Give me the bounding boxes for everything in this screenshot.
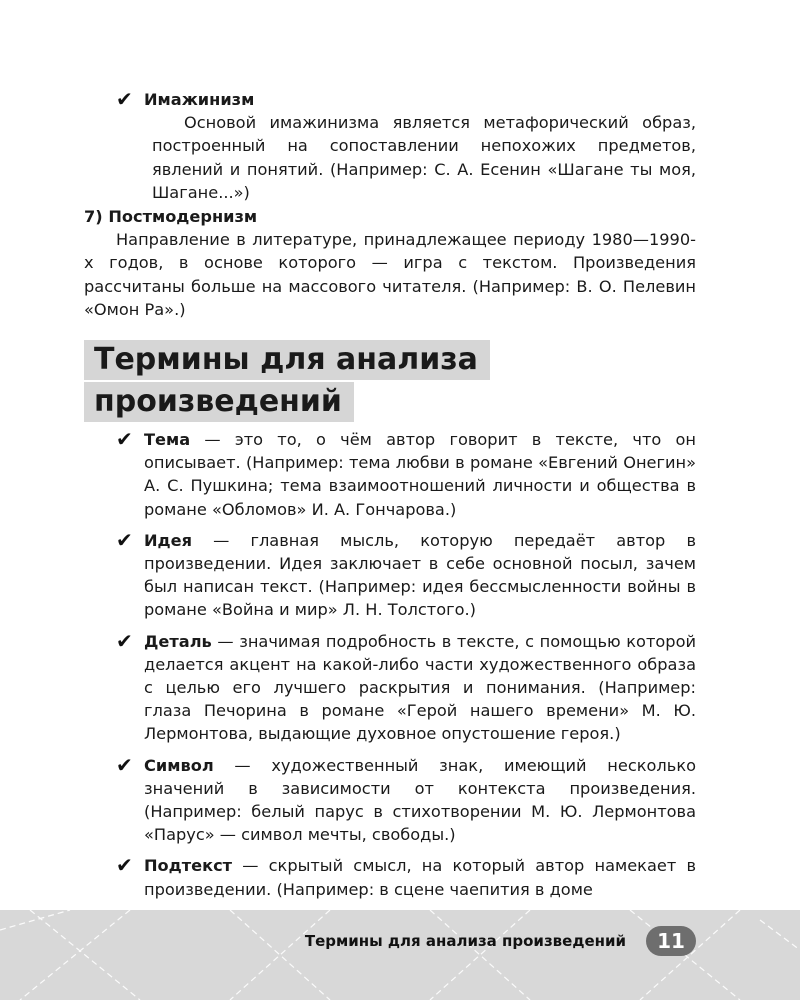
term-text xyxy=(144,428,696,521)
term-name: Идея xyxy=(144,530,192,550)
term-text xyxy=(144,529,696,622)
term-item xyxy=(116,854,696,900)
checkmark-icon: ✔ xyxy=(116,752,133,777)
page-footer xyxy=(0,910,800,1000)
checkmark-icon: ✔ xyxy=(116,853,133,878)
term-name: Подтекст xyxy=(144,856,233,876)
term-title: Имажинизм xyxy=(144,90,255,109)
term-item xyxy=(116,428,696,521)
term-item xyxy=(116,630,696,746)
term-name: Деталь xyxy=(144,631,212,651)
term-postmodernism xyxy=(84,205,696,321)
term-text xyxy=(144,754,696,847)
term-name: Тема xyxy=(144,430,191,449)
term-description: Основой имажинизма является метафорический образ, построенный на сопоставлении непохожих предметов, явлений и понятий. (Например: С. А. Есенин «Шагане ты моя, Шагане...») xyxy=(152,113,696,202)
item-number: 7) xyxy=(84,207,103,226)
term-description: Направление в литературе, принадлежащее периоду 1980—1990-х годов, в основе которого — игра с текстом. Произведения рассчитаны больше на массового читателя. (Например: В. О. Пелевин «Омон Ра».) xyxy=(84,230,696,319)
term-definition: — главная мысль, которую передаёт автор в произведении. Идея заключает в себе основной посыл, зачем был написан текст. (Например: идея бессмысленности войны в романе «Война и мир» Л. Н. Толстого.) xyxy=(144,530,696,620)
term-item xyxy=(116,754,696,847)
running-footer-title: Термины для анализа произведений xyxy=(304,932,626,950)
checkmark-icon: ✔ xyxy=(116,87,133,111)
term-name: Символ xyxy=(144,755,214,775)
term-title: Постмодернизм xyxy=(108,207,258,226)
checkmark-icon: ✔ xyxy=(116,527,133,552)
heading-line-1: Термины для анализа xyxy=(84,340,490,380)
numbered-title xyxy=(84,205,696,228)
term-text xyxy=(144,854,696,900)
term-definition: — художественный знак, имеющий несколько значений в зависимости от контекста произведения. (Например: белый парус в стихотворении М. Ю. Лермонтова «Парус» — символ мечты, свободы.) xyxy=(144,755,696,845)
term-imaginism xyxy=(116,88,696,204)
checkmark-icon: ✔ xyxy=(116,427,133,451)
section-heading xyxy=(84,340,544,424)
heading-line-2: произведений xyxy=(84,382,354,422)
term-definition: — скрытый смысл, на который автор намекает в произведении. (Например: в сцене чаепития в доме xyxy=(144,856,696,899)
term-text xyxy=(144,630,696,746)
terms-list xyxy=(116,428,696,909)
term-definition: — это то, о чём автор говорит в тексте, что он описывает. (Например: тема любви в романе «Евгений Онегин» А. С. Пушкина; тема взаимоотношений личности и общества в романе «Обломов» И. А. Гончарова.) xyxy=(144,430,696,519)
page-number-badge: 11 xyxy=(646,926,696,956)
term-definition: — значимая подробность в тексте, с помощью которой делается акцент на какой-либо части художественного образа с целью его лучшего раскрытия и понимания. (Например: глаза Печорина в романе «Герой нашего времени» М. Ю. Лермонтова, выдающие духовное опустошение героя.) xyxy=(144,631,696,744)
term-item xyxy=(116,529,696,622)
checkmark-icon: ✔ xyxy=(116,628,133,653)
